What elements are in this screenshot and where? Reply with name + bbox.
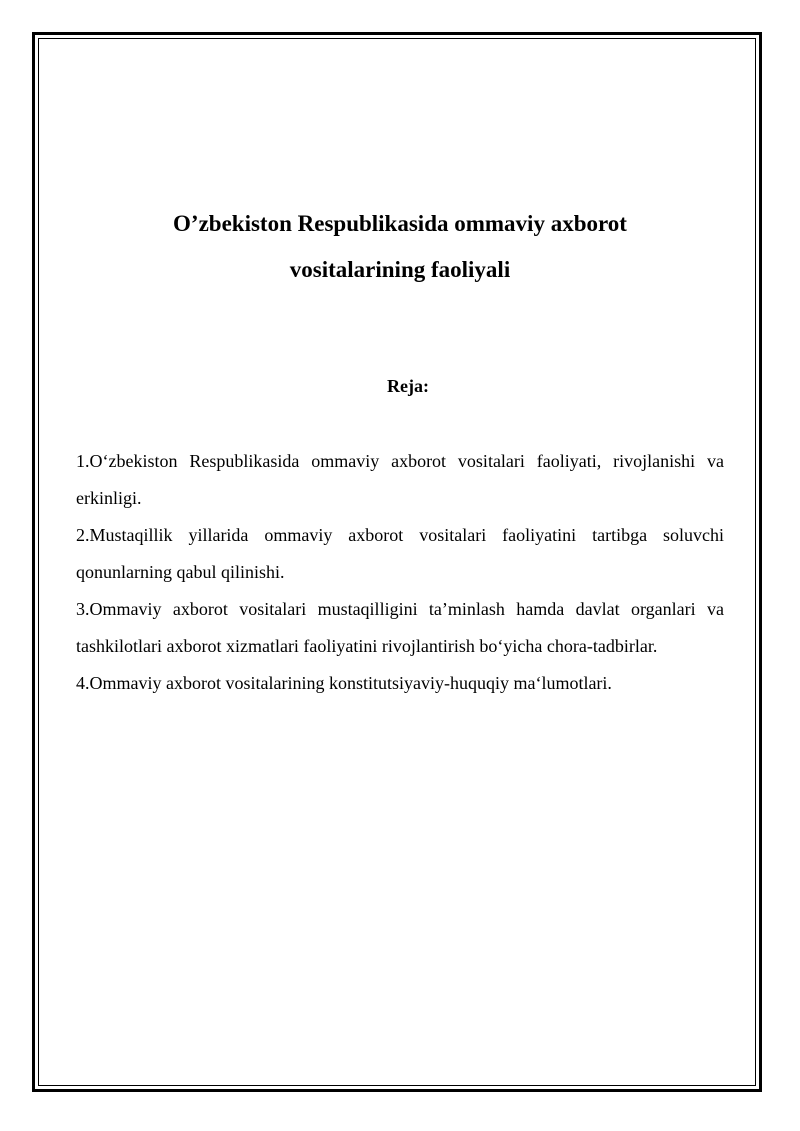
plan-item-2: 2.Mustaqillik yillarida ommaviy axborot vositalari faoliyatini tartibga soluvchi qonunlarning qabul qilinishi. <box>76 525 724 582</box>
plan-item-1: 1.O‘zbekiston Respublikasida ommaviy axborot vositalari faoliyati, rivojlanishi va erkinligi. <box>76 451 724 508</box>
plan-item-3: 3.Ommaviy axborot vositalari mustaqilligini ta’minlash hamda davlat organlari va tashkilotlari axborot xizmatlari faoliyatini rivojlantirish bo‘yicha chora-tadbirlar. <box>76 599 724 656</box>
plan-item-4: 4.Ommaviy axborot vositalarining konstitutsiyaviy-huquqiy ma‘lumotlari. <box>76 673 612 693</box>
title-line-1: O’zbekiston Respublikasida ommaviy axborot <box>173 211 627 236</box>
title-line-2: vositalarining faoliyali <box>289 257 511 282</box>
document-title <box>76 201 724 293</box>
plan-heading: Reja: <box>387 376 429 396</box>
plan-list <box>76 443 724 702</box>
